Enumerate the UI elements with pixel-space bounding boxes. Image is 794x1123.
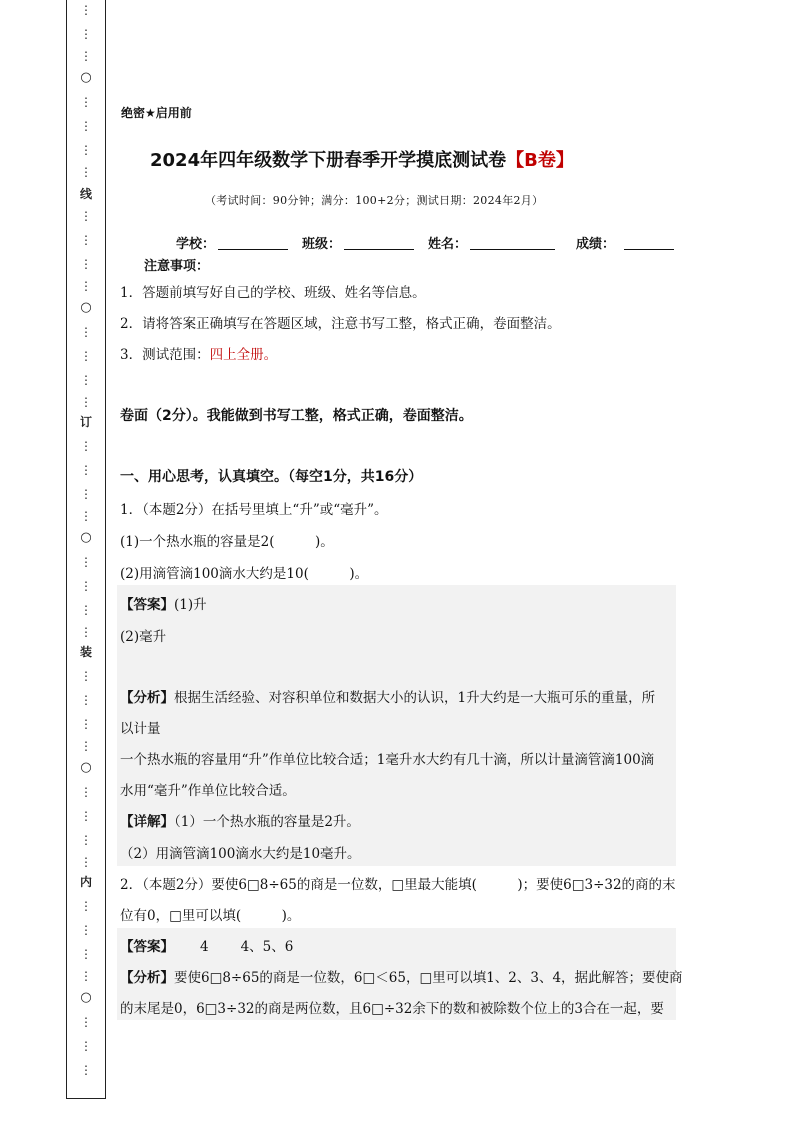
- binding-dots: ⋮: [80, 1039, 92, 1053]
- binding-dots: ⋮: [80, 509, 92, 523]
- binding-dots: ⋮: [80, 717, 92, 731]
- binding-char-zhuang: 装: [79, 645, 92, 659]
- q1-part2: (2)用滴管滴100滴水大约是10( )。: [120, 566, 369, 582]
- binding-dots: ⋮: [80, 233, 92, 247]
- binding-dots: ⋮: [80, 603, 92, 617]
- binding-dots: ⋮: [80, 95, 92, 109]
- binding-dots: ⋮: [80, 833, 92, 847]
- binding-dots: ⋮: [80, 463, 92, 477]
- binding-dots: ⋮: [80, 947, 92, 961]
- school-label: 学校：: [176, 237, 216, 252]
- q1-analysis-line-3: 一个热水瓶的容量用“升”作单位比较合适；1毫升水大约有几十滴，所以计量滴管滴100滴: [120, 752, 655, 768]
- name-label: 姓名：: [428, 237, 468, 252]
- page-title: [150, 146, 574, 172]
- binding-dots: ⋮: [80, 923, 92, 937]
- note-item-3: [120, 343, 277, 363]
- binding-dots: ⋮: [80, 279, 92, 293]
- q2-answer-2: 4、5、6: [240, 939, 294, 955]
- binding-dots: ⋮: [80, 785, 92, 799]
- binding-dots: ⋮: [80, 555, 92, 569]
- binding-dots: ⋮: [80, 579, 92, 593]
- q1-analysis-text-1: 根据生活经验、对容积单位和数据大小的认识，1升大约是一大瓶可乐的重量，所: [174, 690, 656, 706]
- detail-label: 【详解】: [120, 814, 174, 830]
- binding-dots: ⋮: [80, 1015, 92, 1029]
- binding-dots: ⋮: [80, 669, 92, 683]
- q1-stem: 1．（本题2分）在括号里填上“升”或“毫升”。: [120, 502, 388, 518]
- confidential-label: 绝密★启用前: [121, 106, 192, 120]
- binding-dots: ⋮: [80, 209, 92, 223]
- binding-dots: ⋮: [80, 349, 92, 363]
- binding-char-xian: 线: [79, 187, 92, 201]
- school-field[interactable]: [218, 249, 288, 250]
- q1-analysis-line-4: 水用“毫升”作单位比较合适。: [120, 783, 296, 799]
- binding-dots: ⋮: [80, 3, 92, 17]
- binding-dots: ⋮: [80, 1063, 92, 1077]
- paper-neatness: 卷面（2分）。我能做到书写工整，格式正确，卷面整洁。: [120, 408, 473, 424]
- q2-analysis-line-2: 的末尾是0，6□3÷32的商是两位数，且6□÷32余下的数和被除数个位上的3合在一起，要: [120, 1001, 664, 1017]
- note-item-1: 1．答题前填写好自己的学校、班级、姓名等信息。: [120, 285, 426, 301]
- binding-dots: ⋮: [80, 395, 92, 409]
- title-tag: 【B卷】: [506, 150, 574, 171]
- q2-analysis-text-1: 要使6□8÷65的商是一位数，6□＜65，□里可以填1、2、3、4，据此解答；要使商: [174, 970, 683, 986]
- q1-part1: (1)一个热水瓶的容量是2( )。: [120, 534, 334, 550]
- q1-detail-line-1: [120, 810, 360, 830]
- class-label: 班级：: [302, 237, 342, 252]
- answer-label: 【答案】: [120, 597, 174, 613]
- binding-dots: ⋮: [80, 625, 92, 639]
- q1-detail-line-2: （2）用滴管滴100滴水大约是10毫升。: [120, 846, 361, 862]
- binding-circle-icon: ○: [80, 70, 92, 85]
- analysis-label: 【分析】: [120, 690, 174, 706]
- binding-dots: ⋮: [80, 855, 92, 869]
- q1-answer-1: (1)升: [174, 597, 207, 613]
- binding-dots: ⋮: [80, 325, 92, 339]
- q1-detail-text-1: （1）一个热水瓶的容量是2升。: [174, 814, 360, 830]
- binding-dots: ⋮: [80, 143, 92, 157]
- q1-analysis-line-1: [120, 686, 655, 706]
- binding-dots: ⋮: [80, 739, 92, 753]
- binding-circle-icon: ○: [80, 530, 92, 545]
- binding-dots: ⋮: [80, 439, 92, 453]
- binding-dots: ⋮: [80, 809, 92, 823]
- analysis-label: 【分析】: [120, 970, 174, 986]
- q1-answer-2: (2)毫升: [120, 629, 167, 645]
- binding-dots: ⋮: [80, 165, 92, 179]
- binding-dots: ⋮: [80, 27, 92, 41]
- q1-analysis-line-2: 以计量: [120, 721, 161, 737]
- q2-stem-line-1: 2．（本题2分）要使6□8÷65的商是一位数，□里最大能填( )；要使6□3÷32的商的末: [120, 877, 676, 893]
- score-field[interactable]: [624, 249, 674, 250]
- note-item-3-prefix: 3．测试范围：: [120, 347, 210, 363]
- exam-info: （考试时间：90分钟；满分：100+2分；测试日期：2024年2月）: [205, 194, 544, 207]
- notes-heading: 注意事项：: [144, 259, 210, 274]
- binding-char-ding: 订: [79, 415, 92, 429]
- binding-dots: ⋮: [80, 373, 92, 387]
- note-item-2: 2．请将答案正确填写在答题区域，注意书写工整，格式正确，卷面整洁。: [120, 316, 561, 332]
- binding-circle-icon: ○: [80, 990, 92, 1005]
- q2-analysis-line-1: [120, 966, 683, 986]
- binding-dots: ⋮: [80, 899, 92, 913]
- title-main: 2024年四年级数学下册春季开学摸底测试卷: [150, 150, 507, 171]
- q2-answer-line: [120, 935, 293, 955]
- test-range: 四上全册。: [209, 347, 278, 363]
- q2-stem-line-2: 位有0，□里可以填( )。: [120, 908, 301, 924]
- section1-heading: 一、用心思考，认真填空。（每空1分，共16分）: [120, 469, 423, 485]
- q2-answer-1: 4: [200, 939, 209, 955]
- q1-answer-line-1: [120, 593, 207, 613]
- binding-circle-icon: ○: [80, 300, 92, 315]
- class-field[interactable]: [344, 249, 414, 250]
- binding-dots: ⋮: [80, 969, 92, 983]
- binding-margin: [66, 0, 106, 1099]
- score-label: 成绩：: [576, 237, 616, 252]
- binding-char-nei: 内: [79, 875, 92, 889]
- answer-label: 【答案】: [120, 939, 174, 955]
- binding-circle-icon: ○: [80, 760, 92, 775]
- binding-dots: ⋮: [80, 487, 92, 501]
- binding-dots: ⋮: [80, 257, 92, 271]
- binding-dots: ⋮: [80, 49, 92, 63]
- binding-dots: ⋮: [80, 119, 92, 133]
- name-field[interactable]: [470, 249, 555, 250]
- binding-dots: ⋮: [80, 693, 92, 707]
